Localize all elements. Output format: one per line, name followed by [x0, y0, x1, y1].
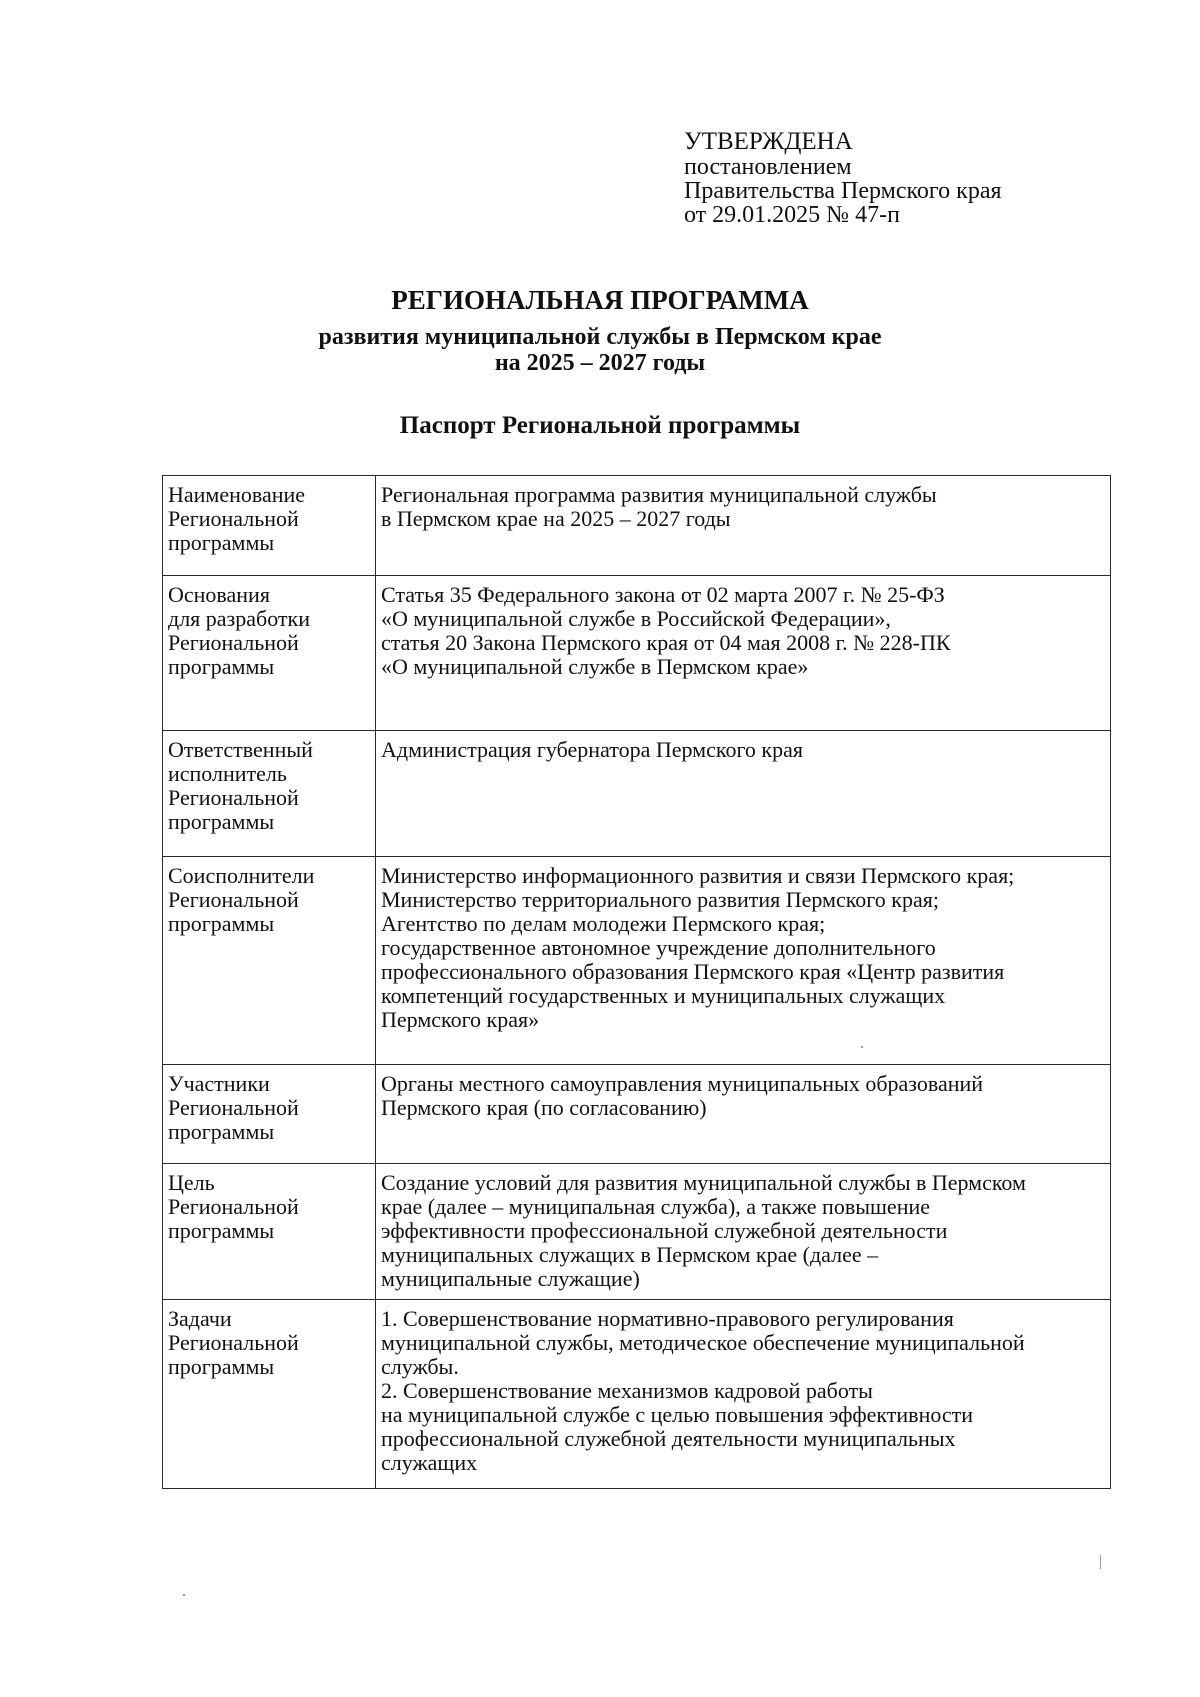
passport-row-co-executors [163, 857, 1111, 1065]
scan-artifact [861, 1046, 863, 1048]
passport-label: Ответственный исполнитель Региональной программы [163, 731, 376, 857]
passport-row-goal [163, 1164, 1111, 1300]
passport-value: Региональная программа развития муниципальной службы в Пермском крае на 2025 – 2027 годы [376, 476, 1111, 576]
passport-row-tasks [163, 1300, 1111, 1489]
scan-artifact [1100, 1555, 1101, 1569]
approval-stamp [684, 128, 1124, 227]
passport-value: Статья 35 Федерального закона от 02 марта 2007 г. № 25-ФЗ «О муниципальной службе в Российской Федерации», статья 20 Закона Пермского края от 04 мая 2008 г. № 228-ПК «О муниципальной службе в Пермском крае» [376, 576, 1111, 731]
approval-title: УТВЕРЖДЕНА [684, 128, 853, 155]
approval-line-date-number: от 29.01.2025 № 47-п [684, 202, 900, 228]
document-subtitle [0, 324, 1200, 376]
passport-row-name [163, 476, 1111, 576]
passport-row-basis [163, 576, 1111, 731]
scan-artifact [183, 1594, 185, 1596]
approval-line-decree: постановлением [684, 154, 852, 180]
document-subtitle-line1: развития муниципальной службы в Пермском крае [318, 324, 882, 350]
passport-row-participants [163, 1065, 1111, 1164]
approval-line-government: Правительства Пермского края [684, 178, 1002, 204]
passport-value: Администрация губернатора Пермского края [376, 731, 1111, 857]
passport-label: Соисполнители Региональной программы [163, 857, 376, 1065]
document-subtitle-line2: на 2025 – 2027 годы [494, 350, 706, 376]
passport-table [162, 475, 1111, 1489]
passport-value: Органы местного самоуправления муниципальных образований Пермского края (по согласованию) [376, 1065, 1111, 1164]
document-title: РЕГИОНАЛЬНАЯ ПРОГРАММА [391, 285, 809, 315]
passport-label: Цель Региональной программы [163, 1164, 376, 1300]
passport-value: Министерство информационного развития и связи Пермского края; Министерство территориального развития Пермского края; Агентство по делам молодежи Пермского края; государственное автономное учреждение дополнительного профессионального образования Пермского края «Центр развития компетенций государственных и муниципальных служащих Пермского края» [376, 857, 1111, 1065]
passport-value: 1. Совершенствование нормативно-правового регулирования муниципальной службы, методическое обеспечение муниципальной службы. 2. Совершенствование механизмов кадровой работы на муниципальной службе с целью повышения эффективности профессиональной служебной деятельности муниципальных служащих [376, 1300, 1111, 1489]
passport-label: Наименование Региональной программы [163, 476, 376, 576]
passport-value: Создание условий для развития муниципальной службы в Пермском крае (далее – муниципальная служба), а также повышение эффективности профессиональной служебной деятельности муниципальных служащих в Пермском крае (далее – муниципальные служащие) [376, 1164, 1111, 1300]
passport-row-responsible [163, 731, 1111, 857]
passport-title: Паспорт Региональной программы [399, 412, 801, 439]
passport-label: Участники Региональной программы [163, 1065, 376, 1164]
passport-label: Задачи Региональной программы [163, 1300, 376, 1489]
passport-label: Основания для разработки Региональной программы [163, 576, 376, 731]
